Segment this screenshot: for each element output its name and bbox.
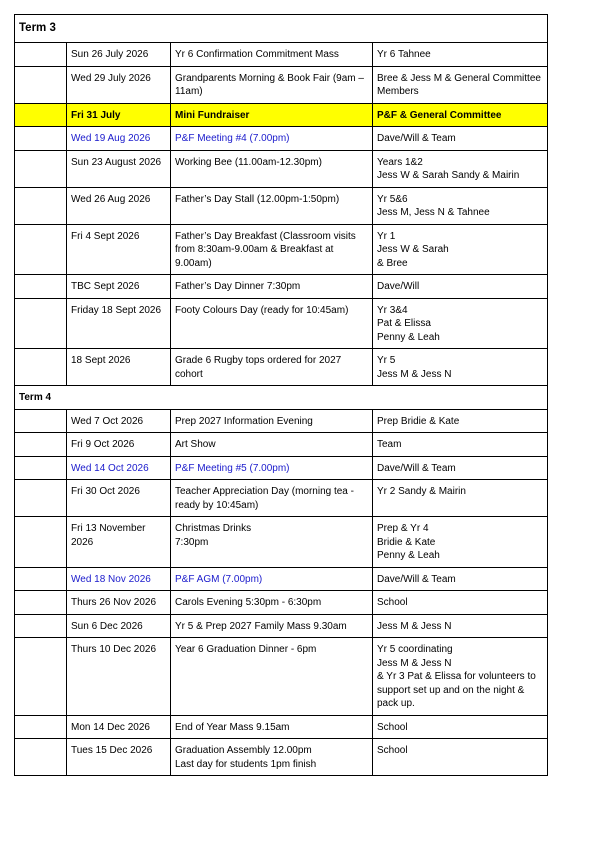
blank-cell (15, 66, 67, 103)
term-heading: Term 3 (15, 15, 548, 43)
event-cell: Yr 6 Confirmation Commitment Mass (171, 43, 373, 67)
event-cell: Teacher Appreciation Day (morning tea - ready by 10:45am) (171, 480, 373, 517)
table-row (15, 433, 548, 457)
responsible-cell: Dave/Will (373, 275, 548, 299)
blank-cell (15, 349, 67, 386)
blank-cell (15, 591, 67, 615)
event-cell: Mini Fundraiser (171, 103, 373, 127)
event-cell: Grandparents Morning & Book Fair (9am – 11am) (171, 66, 373, 103)
table-row (15, 43, 548, 67)
date-cell: Fri 13 November 2026 (67, 517, 171, 568)
event-cell: Christmas Drinks 7:30pm (171, 517, 373, 568)
blank-cell (15, 739, 67, 776)
schedule-body (15, 15, 548, 776)
date-cell: Wed 29 July 2026 (67, 66, 171, 103)
term-header-row (15, 15, 548, 43)
table-row (15, 224, 548, 275)
blank-cell (15, 127, 67, 151)
responsible-cell: Dave/Will & Team (373, 456, 548, 480)
table-row (15, 715, 548, 739)
table-row (15, 349, 548, 386)
table-row (15, 614, 548, 638)
event-cell: Year 6 Graduation Dinner - 6pm (171, 638, 373, 716)
responsible-cell: Prep Bridie & Kate (373, 409, 548, 433)
date-cell: 18 Sept 2026 (67, 349, 171, 386)
blank-cell (15, 298, 67, 349)
responsible-cell: Yr 6 Tahnee (373, 43, 548, 67)
event-cell: Prep 2027 Information Evening (171, 409, 373, 433)
event-cell: End of Year Mass 9.15am (171, 715, 373, 739)
event-cell: Yr 5 & Prep 2027 Family Mass 9.30am (171, 614, 373, 638)
table-row (15, 127, 548, 151)
event-cell: P&F Meeting #4 (7.00pm) (171, 127, 373, 151)
blank-cell (15, 517, 67, 568)
event-cell: Graduation Assembly 12.00pm Last day for students 1pm finish (171, 739, 373, 776)
table-row (15, 567, 548, 591)
date-cell: Fri 30 Oct 2026 (67, 480, 171, 517)
table-row (15, 298, 548, 349)
responsible-cell: Prep & Yr 4 Bridie & Kate Penny & Leah (373, 517, 548, 568)
event-cell: P&F Meeting #5 (7.00pm) (171, 456, 373, 480)
date-cell: TBC Sept 2026 (67, 275, 171, 299)
blank-cell (15, 456, 67, 480)
blank-cell (15, 150, 67, 187)
blank-cell (15, 567, 67, 591)
table-row (15, 103, 548, 127)
table-row (15, 187, 548, 224)
responsible-cell: Dave/Will & Team (373, 127, 548, 151)
table-row (15, 480, 548, 517)
date-cell: Wed 7 Oct 2026 (67, 409, 171, 433)
date-cell: Tues 15 Dec 2026 (67, 739, 171, 776)
responsible-cell: Team (373, 433, 548, 457)
event-cell: Art Show (171, 433, 373, 457)
responsible-cell: Yr 1 Jess W & Sarah & Bree (373, 224, 548, 275)
event-cell: Father’s Day Dinner 7:30pm (171, 275, 373, 299)
blank-cell (15, 43, 67, 67)
date-cell: Fri 4 Sept 2026 (67, 224, 171, 275)
table-row (15, 409, 548, 433)
table-row (15, 638, 548, 716)
table-row (15, 517, 548, 568)
blank-cell (15, 715, 67, 739)
date-cell: Wed 14 Oct 2026 (67, 456, 171, 480)
date-cell: Wed 18 Nov 2026 (67, 567, 171, 591)
date-cell: Sun 23 August 2026 (67, 150, 171, 187)
table-row (15, 739, 548, 776)
responsible-cell: Years 1&2 Jess W & Sarah Sandy & Mairin (373, 150, 548, 187)
event-cell: Carols Evening 5:30pm - 6:30pm (171, 591, 373, 615)
blank-cell (15, 275, 67, 299)
blank-cell (15, 103, 67, 127)
blank-cell (15, 638, 67, 716)
date-cell: Sun 26 July 2026 (67, 43, 171, 67)
blank-cell (15, 224, 67, 275)
responsible-cell: Yr 3&4 Pat & Elissa Penny & Leah (373, 298, 548, 349)
responsible-cell: Bree & Jess M & General Committee Members (373, 66, 548, 103)
table-row (15, 275, 548, 299)
date-cell: Thurs 10 Dec 2026 (67, 638, 171, 716)
responsible-cell: Yr 2 Sandy & Mairin (373, 480, 548, 517)
term-heading: Term 4 (15, 386, 548, 410)
responsible-cell: Yr 5 Jess M & Jess N (373, 349, 548, 386)
responsible-cell: Dave/Will & Team (373, 567, 548, 591)
event-cell: Father’s Day Stall (12.00pm-1:50pm) (171, 187, 373, 224)
date-cell: Mon 14 Dec 2026 (67, 715, 171, 739)
event-cell: Working Bee (11.00am-12.30pm) (171, 150, 373, 187)
date-cell: Sun 6 Dec 2026 (67, 614, 171, 638)
blank-cell (15, 614, 67, 638)
date-cell: Friday 18 Sept 2026 (67, 298, 171, 349)
responsible-cell: Jess M & Jess N (373, 614, 548, 638)
event-cell: Father’s Day Breakfast (Classroom visits from 8:30am-9.00am & Breakfast at 9.00am) (171, 224, 373, 275)
blank-cell (15, 187, 67, 224)
responsible-cell: School (373, 715, 548, 739)
responsible-cell: P&F & General Committee (373, 103, 548, 127)
blank-cell (15, 433, 67, 457)
table-row (15, 456, 548, 480)
date-cell: Thurs 26 Nov 2026 (67, 591, 171, 615)
table-row (15, 150, 548, 187)
event-cell: Footy Colours Day (ready for 10:45am) (171, 298, 373, 349)
responsible-cell: Yr 5 coordinating Jess M & Jess N & Yr 3 Pat & Elissa for volunteers to support set up and on the night & pack up. (373, 638, 548, 716)
event-cell: P&F AGM (7.00pm) (171, 567, 373, 591)
table-row (15, 591, 548, 615)
blank-cell (15, 480, 67, 517)
schedule-table (14, 14, 548, 776)
event-cell: Grade 6 Rugby tops ordered for 2027 cohort (171, 349, 373, 386)
blank-cell (15, 409, 67, 433)
date-cell: Fri 9 Oct 2026 (67, 433, 171, 457)
date-cell: Fri 31 July (67, 103, 171, 127)
responsible-cell: Yr 5&6 Jess M, Jess N & Tahnee (373, 187, 548, 224)
date-cell: Wed 26 Aug 2026 (67, 187, 171, 224)
date-cell: Wed 19 Aug 2026 (67, 127, 171, 151)
term-header-row (15, 386, 548, 410)
table-row (15, 66, 548, 103)
responsible-cell: School (373, 739, 548, 776)
responsible-cell: School (373, 591, 548, 615)
